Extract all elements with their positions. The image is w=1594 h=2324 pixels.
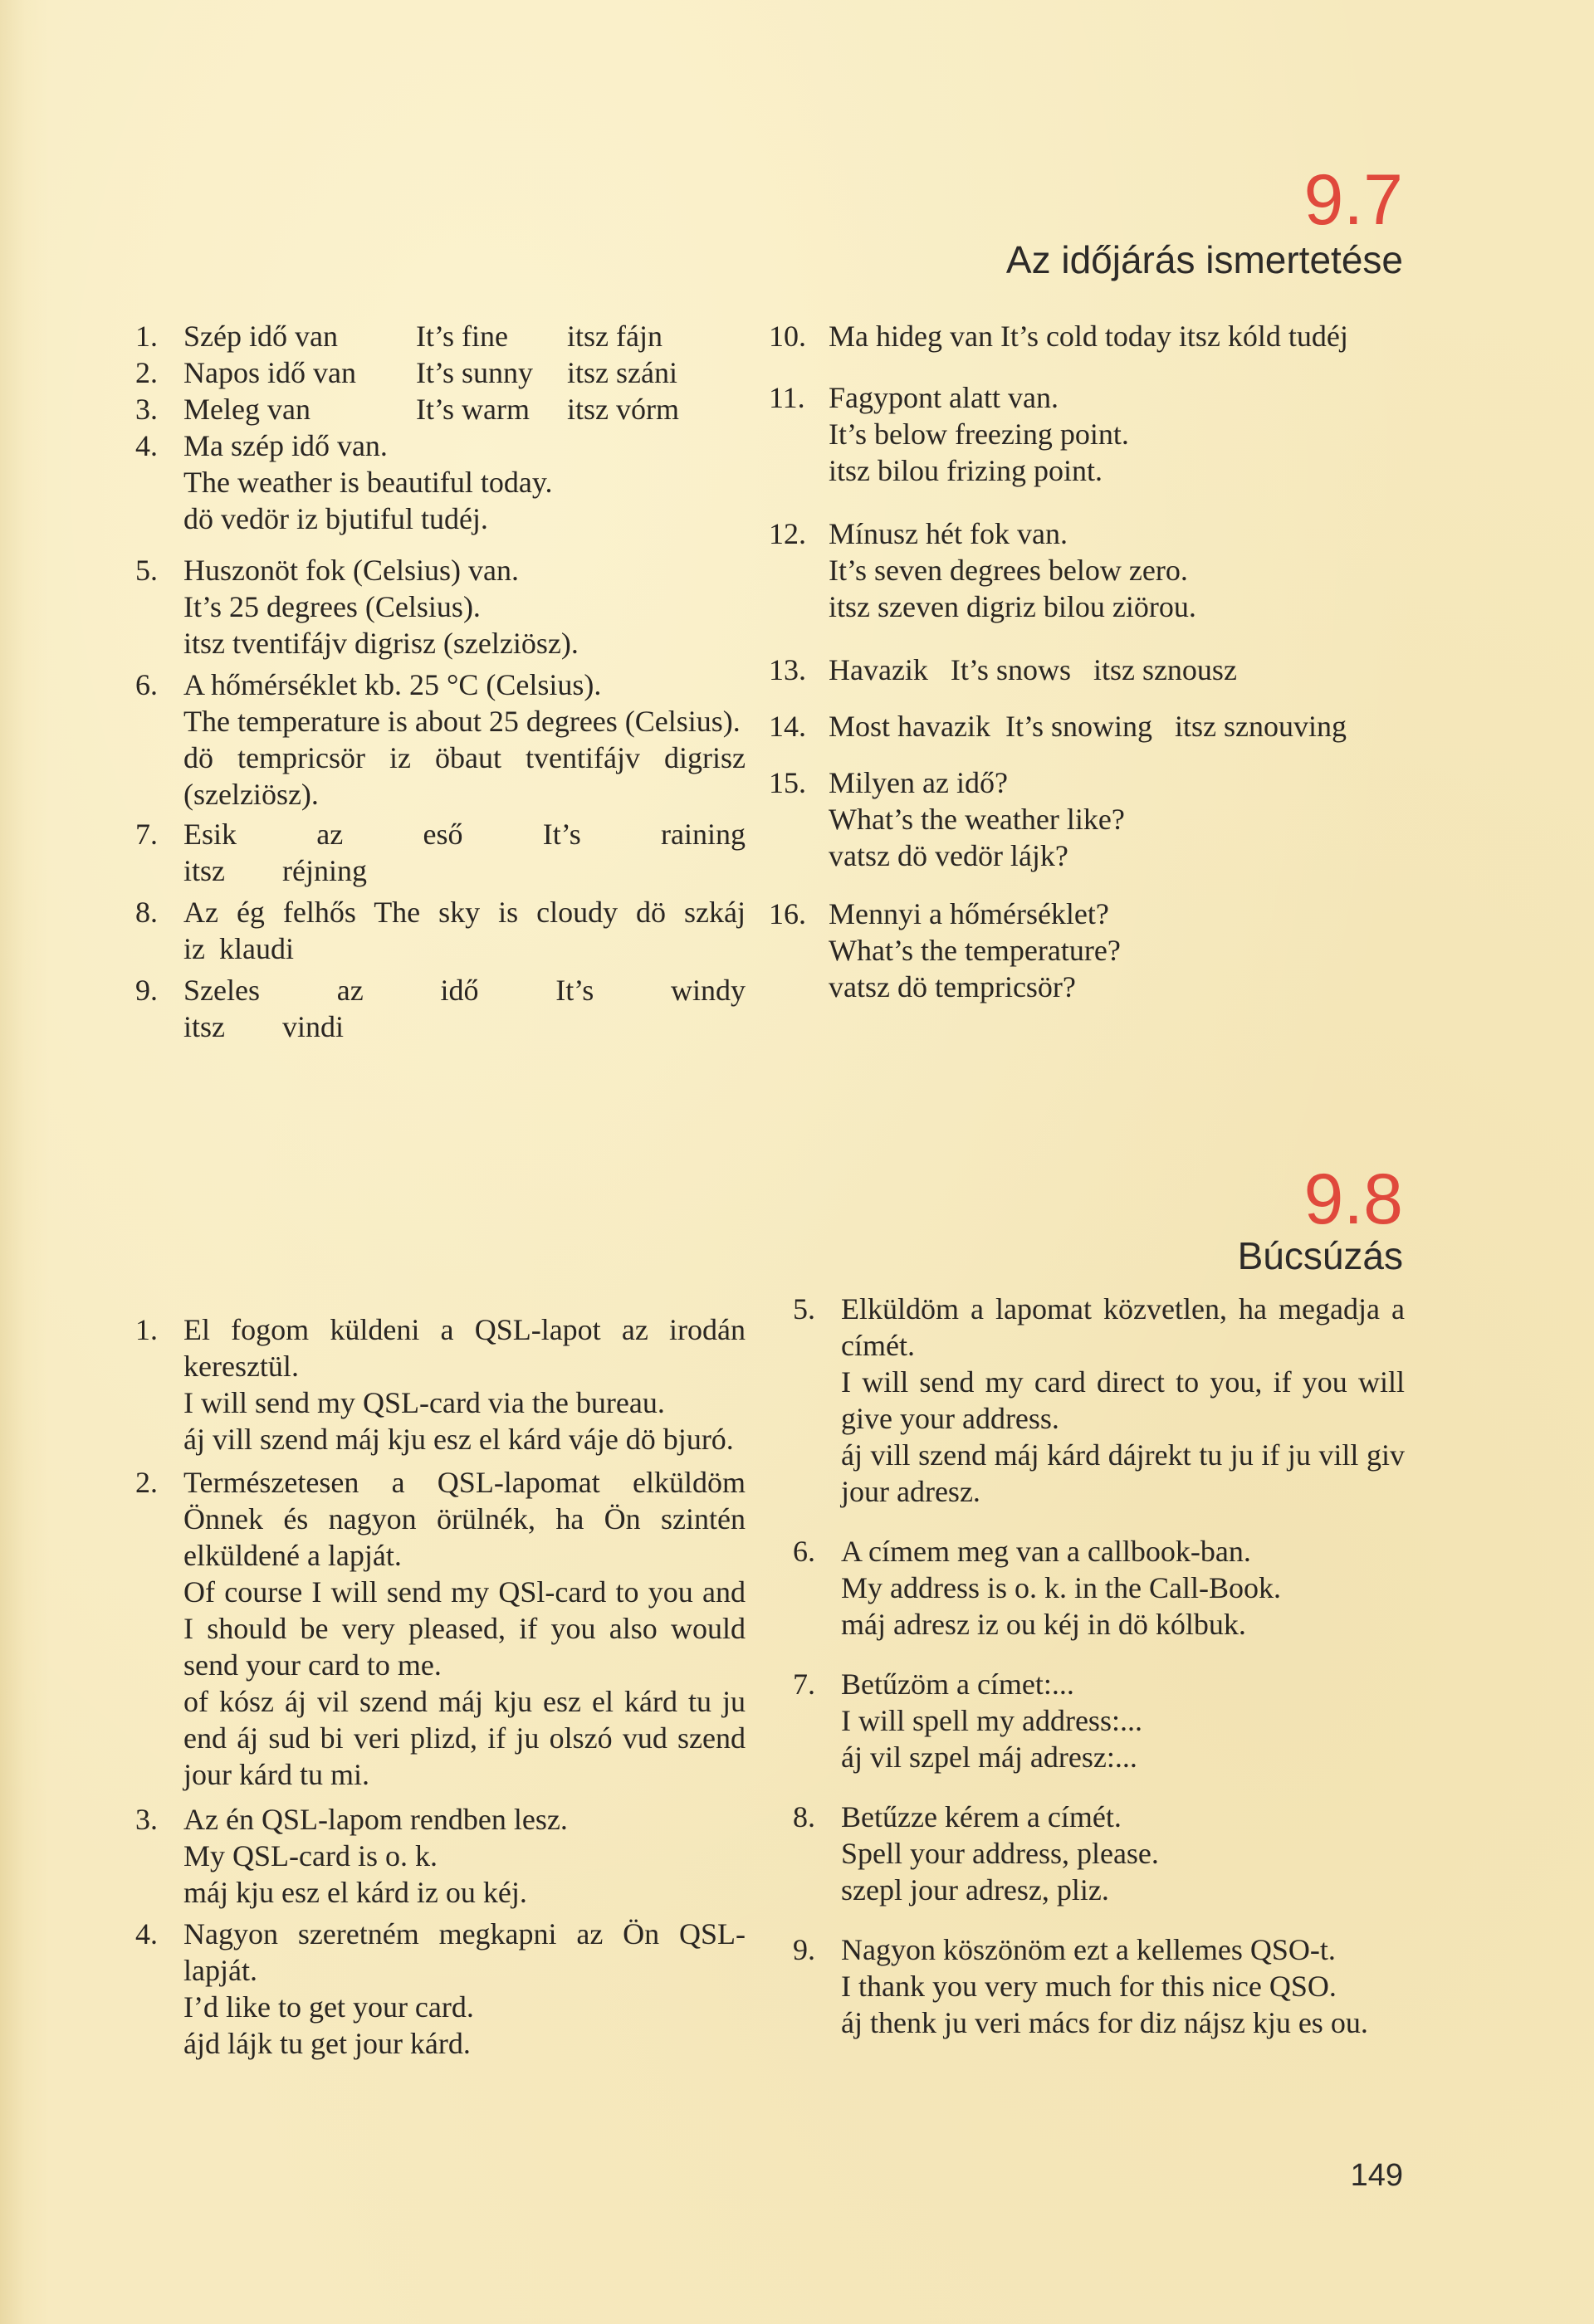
hungarian-text: Meleg van bbox=[183, 393, 310, 426]
phrase-item bbox=[769, 379, 1405, 489]
pronunciation-text: áj vill szend máj kárd dájrekt tu ju if ju vill giv jour adresz. bbox=[841, 1438, 1405, 1508]
pronunciation-text: dö vedör iz bjutiful tudéj. bbox=[183, 502, 488, 535]
english-text: I will spell my address:... bbox=[841, 1704, 1142, 1737]
item-number: 3. bbox=[135, 393, 158, 426]
section-title-9-8: Búcsúzás bbox=[1237, 1234, 1403, 1277]
item-number: 1. bbox=[135, 1313, 158, 1346]
section-9-7-left-column bbox=[135, 318, 746, 1045]
phrase-item bbox=[769, 896, 1405, 1005]
item-number: 16. bbox=[769, 897, 806, 930]
pronunciation-text: áj thenk ju veri mács for diz nájsz kju es ou. bbox=[841, 2006, 1368, 2039]
item-number: 2. bbox=[135, 1466, 158, 1499]
phrase-text: Az ég felhős The sky is cloudy dö szkáj iz klaudi bbox=[183, 896, 746, 965]
phrase-item bbox=[135, 1801, 746, 1911]
item-number: 14. bbox=[769, 710, 806, 743]
pronunciation-text: vatsz dö vedör lájk? bbox=[829, 839, 1068, 872]
phrase-item bbox=[135, 666, 746, 813]
phrase-item bbox=[769, 515, 1405, 625]
hungarian-text: Szép idő van bbox=[183, 320, 338, 353]
hungarian-text: Nagyon szeretném megkapni az Ön QSL-lapját. bbox=[183, 1917, 746, 1987]
english-text: It’s seven degrees below zero. bbox=[829, 554, 1188, 587]
english-text: It’s 25 degrees (Celsius). bbox=[183, 590, 481, 623]
pronunciation-text: máj kju esz el kárd iz ou kéj. bbox=[183, 1876, 527, 1909]
hungarian-text: Napos idő van bbox=[183, 356, 356, 389]
item-number: 1. bbox=[135, 320, 158, 353]
item-number: 4. bbox=[135, 429, 158, 462]
pronunciation-text: itsz vórm bbox=[567, 393, 679, 426]
english-text: What’s the weather like? bbox=[829, 803, 1125, 836]
english-text: I will send my card direct to you, if you will give your address. bbox=[841, 1365, 1405, 1435]
item-number: 9. bbox=[793, 1933, 815, 1966]
item-number: 8. bbox=[793, 1800, 815, 1833]
item-number: 13. bbox=[769, 653, 806, 686]
section-title-9-7: Az időjárás ismertetése bbox=[1005, 238, 1403, 281]
pronunciation-text: itsz fájn bbox=[567, 320, 663, 353]
pronunciation-text: of kósz áj vil szend máj kju esz el kárd tu ju end áj sud bi veri plizd, if ju olszó vud szend jour kárd tu mi. bbox=[183, 1685, 746, 1791]
section-number-9-7: 9.7 bbox=[1303, 160, 1403, 240]
item-number: 15. bbox=[769, 766, 806, 799]
english-text: It’s sunny bbox=[416, 356, 534, 389]
hungarian-text: A címem meg van a callbook-ban. bbox=[841, 1535, 1251, 1568]
item-number: 6. bbox=[135, 668, 158, 701]
item-number: 8. bbox=[135, 896, 158, 929]
item-number: 9. bbox=[135, 974, 158, 1007]
pronunciation-text: itsz szeven digriz bilou ziörou. bbox=[829, 590, 1196, 623]
phrase-item bbox=[769, 764, 1405, 874]
phrase-item bbox=[793, 1533, 1405, 1643]
english-text: My QSL-card is o. k. bbox=[183, 1839, 438, 1872]
hungarian-text: Mínusz hét fok van. bbox=[829, 517, 1068, 550]
hungarian-text: Mennyi a hőmérséklet? bbox=[829, 897, 1109, 930]
item-number: 4. bbox=[135, 1917, 158, 1950]
phrase-item bbox=[135, 816, 746, 889]
pronunciation-text: vatsz dö tempricsör? bbox=[829, 970, 1076, 1003]
english-text: What’s the temperature? bbox=[829, 934, 1121, 967]
item-number: 3. bbox=[135, 1803, 158, 1836]
hungarian-text: Természetesen a QSL-lapomat elküldöm Önnek és nagyon örülnék, ha Ön szintén elküldené a lapját. bbox=[183, 1466, 746, 1572]
english-text: My address is o. k. in the Call-Book. bbox=[841, 1571, 1281, 1604]
english-text: It’s fine bbox=[416, 320, 508, 353]
phrase-item bbox=[793, 1666, 1405, 1775]
hungarian-text: Nagyon köszönöm ezt a kellemes QSO-t. bbox=[841, 1933, 1336, 1966]
english-text: It’s warm bbox=[416, 393, 530, 426]
english-text: Of course I will send my QSl-card to you and I should be very pleased, if you also would send your card to me. bbox=[183, 1575, 746, 1682]
pronunciation-text: áj vil szpel máj adresz:... bbox=[841, 1741, 1137, 1774]
section-9-8-right-column bbox=[793, 1291, 1405, 2041]
english-text: The temperature is about 25 degrees (Celsius). bbox=[183, 705, 741, 738]
phrase-text: Ma hideg van It’s cold today itsz kóld tudéj bbox=[829, 320, 1348, 353]
phrase-item bbox=[135, 552, 746, 662]
hungarian-text: Betűzze kérem a címét. bbox=[841, 1800, 1122, 1833]
phrase-item bbox=[769, 708, 1368, 745]
item-number: 7. bbox=[793, 1667, 815, 1701]
phrase-item bbox=[135, 354, 746, 391]
item-number: 10. bbox=[769, 320, 806, 353]
phrase-item bbox=[135, 318, 746, 354]
phrase-text: Havazik It’s snows itsz sznousz bbox=[829, 653, 1237, 686]
phrase-item bbox=[769, 318, 1405, 354]
pronunciation-text: itsz bilou frizing point. bbox=[829, 454, 1103, 487]
phrase-item bbox=[793, 1931, 1405, 2041]
item-number: 5. bbox=[135, 554, 158, 587]
hungarian-text: Ma szép idő van. bbox=[183, 429, 388, 462]
phrase-item bbox=[135, 1311, 746, 1457]
item-number: 6. bbox=[793, 1535, 815, 1568]
pronunciation-text: itsz tventifájv digrisz (szelziösz). bbox=[183, 627, 579, 660]
pronunciation-text: szepl jour adresz, pliz. bbox=[841, 1873, 1109, 1907]
phrase-item bbox=[135, 1916, 746, 2062]
page-number: 149 bbox=[1350, 2158, 1403, 2193]
hungarian-text: Betűzöm a címet:... bbox=[841, 1667, 1074, 1701]
phrase-item bbox=[793, 1799, 1405, 1908]
pronunciation-text: dö tempricsör iz öbaut tventifájv digrisz (szelziösz). bbox=[183, 741, 746, 811]
phrase-item bbox=[135, 427, 746, 537]
pronunciation-text: ájd lájk tu get jour kárd. bbox=[183, 2027, 471, 2060]
pronunciation-text: itsz száni bbox=[567, 356, 677, 389]
phrase-item bbox=[135, 1464, 746, 1793]
phrase-item bbox=[769, 652, 1368, 688]
pronunciation-text: máj adresz iz ou kéj in dö kólbuk. bbox=[841, 1608, 1246, 1641]
hungarian-text: El fogom küldeni a QSL-lapot az irodán keresztül. bbox=[183, 1313, 746, 1383]
phrase-item bbox=[135, 391, 746, 427]
hungarian-text: Huszonöt fok (Celsius) van. bbox=[183, 554, 519, 587]
phrase-item bbox=[135, 972, 746, 1045]
item-number: 5. bbox=[793, 1292, 815, 1326]
hungarian-text: Elküldöm a lapomat közvetlen, ha megadja a címét. bbox=[841, 1292, 1405, 1362]
item-number: 12. bbox=[769, 517, 806, 550]
hungarian-text: Fagypont alatt van. bbox=[829, 381, 1059, 414]
section-9-7-right-column bbox=[769, 318, 1405, 1005]
item-number: 11. bbox=[769, 381, 805, 414]
pronunciation-text: áj vill szend máj kju esz el kárd váje dö bjuró. bbox=[183, 1423, 734, 1456]
hungarian-text: A hőmérséklet kb. 25 °C (Celsius). bbox=[183, 668, 602, 701]
english-text: Spell your address, please. bbox=[841, 1837, 1159, 1870]
phrase-text: Szeles az idő It’s windy itsz vindi bbox=[183, 974, 746, 1043]
phrase-text: Most havazik It’s snowing itsz sznouving bbox=[829, 710, 1347, 743]
english-text: I’d like to get your card. bbox=[183, 1990, 474, 2024]
item-number: 2. bbox=[135, 356, 158, 389]
english-text: It’s below freezing point. bbox=[829, 417, 1129, 451]
item-number: 7. bbox=[135, 818, 158, 851]
english-text: The weather is beautiful today. bbox=[183, 466, 553, 499]
section-number-9-8: 9.8 bbox=[1303, 1160, 1403, 1239]
section-9-8-left-column bbox=[135, 1311, 746, 2062]
english-text: I will send my QSL-card via the bureau. bbox=[183, 1386, 665, 1419]
phrase-item bbox=[135, 894, 746, 967]
hungarian-text: Milyen az idő? bbox=[829, 766, 1008, 799]
hungarian-text: Az én QSL-lapom rendben lesz. bbox=[183, 1803, 568, 1836]
phrase-item bbox=[793, 1291, 1405, 1510]
english-text: I thank you very much for this nice QSO. bbox=[841, 1970, 1337, 2003]
phrase-text: Esik az eső It’s raining itsz réjning bbox=[183, 818, 746, 887]
